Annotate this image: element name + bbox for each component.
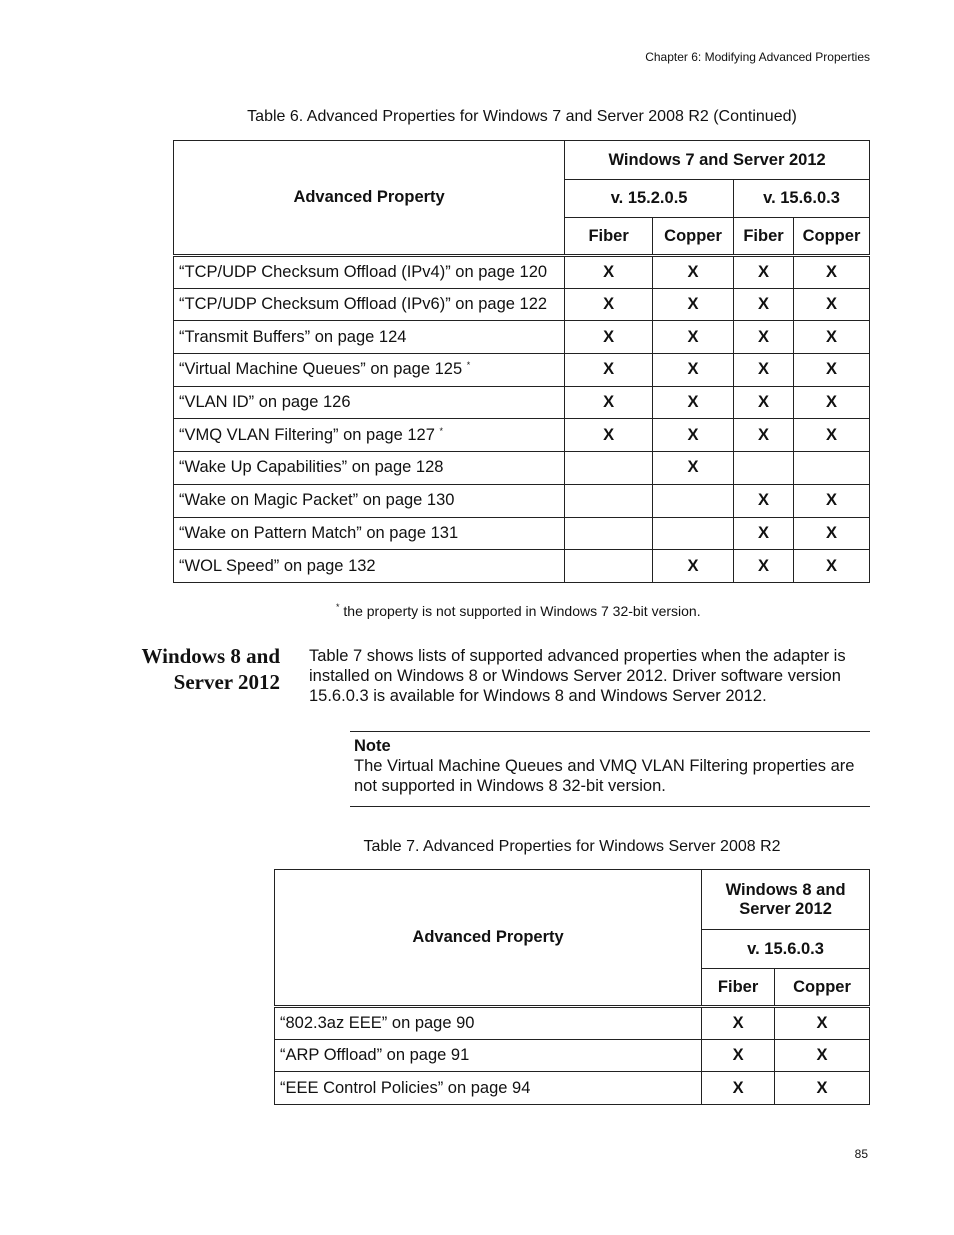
- support-cell: X: [793, 550, 869, 583]
- support-cell: [565, 550, 653, 583]
- table6-group-header: Windows 7 and Server 2012: [565, 141, 870, 180]
- note-box: [350, 731, 870, 807]
- property-name: “WOL Speed” on page 132: [179, 556, 376, 575]
- support-cell: X: [775, 1072, 870, 1105]
- support-cell: X: [653, 256, 734, 289]
- table-row: [174, 288, 870, 321]
- footnote-mark: *: [466, 360, 471, 371]
- support-cell: X: [734, 354, 794, 387]
- table-row: [174, 354, 870, 387]
- property-name: “Wake on Magic Packet” on page 130: [179, 491, 455, 510]
- table6-version-header: v. 15.6.0.3: [734, 180, 870, 218]
- support-cell: [793, 452, 869, 485]
- table-row: [174, 452, 870, 485]
- page-number: 85: [854, 1147, 868, 1161]
- property-name: “Wake on Pattern Match” on page 131: [179, 523, 459, 542]
- support-cell: X: [793, 321, 869, 354]
- section-body: Table 7 shows lists of supported advanced properties when the adapter is installed on Windows 8 or Windows Server 2012. Driver software version 15.6.0.3 is available for Windows 8 and Windows Server 2012.: [309, 647, 846, 705]
- support-cell: X: [653, 419, 734, 452]
- table-row: [275, 1072, 870, 1105]
- support-cell: X: [793, 419, 869, 452]
- property-name: “TCP/UDP Checksum Offload (IPv4)” on page 120: [179, 262, 548, 281]
- support-cell: X: [565, 354, 653, 387]
- property-name: “TCP/UDP Checksum Offload (IPv6)” on page 122: [179, 295, 548, 314]
- property-cell: [174, 550, 565, 583]
- property-name: “Transmit Buffers” on page 124: [179, 327, 407, 346]
- table-row: [275, 1007, 870, 1040]
- support-cell: [653, 484, 734, 517]
- support-cell: X: [653, 386, 734, 419]
- note-title: Note: [354, 737, 391, 755]
- table7-subheader: Copper: [775, 969, 870, 1007]
- property-cell: [174, 386, 565, 419]
- support-cell: X: [775, 1039, 870, 1072]
- support-cell: X: [565, 256, 653, 289]
- table6-subheader: Copper: [653, 218, 734, 256]
- running-header: Chapter 6: Modifying Advanced Properties: [645, 50, 870, 64]
- support-cell: X: [793, 484, 869, 517]
- support-cell: X: [793, 517, 869, 550]
- support-cell: X: [702, 1039, 775, 1072]
- table-row: [174, 321, 870, 354]
- support-cell: X: [734, 550, 794, 583]
- support-cell: X: [734, 256, 794, 289]
- property-cell: [174, 517, 565, 550]
- support-cell: [565, 452, 653, 485]
- property-cell: [174, 256, 565, 289]
- support-cell: [653, 517, 734, 550]
- property-name: “VMQ VLAN Filtering” on page 127: [179, 425, 435, 444]
- support-cell: X: [653, 288, 734, 321]
- table-row: [174, 256, 870, 289]
- support-cell: X: [734, 484, 794, 517]
- property-cell: “ARP Offload” on page 91: [275, 1039, 702, 1072]
- support-cell: X: [793, 354, 869, 387]
- support-cell: [565, 484, 653, 517]
- table-row: [174, 386, 870, 419]
- support-cell: X: [653, 452, 734, 485]
- section-heading-line: Windows 8 and: [141, 644, 280, 668]
- support-cell: X: [653, 550, 734, 583]
- section-heading: [80, 643, 280, 695]
- footnote-text: the property is not supported in Windows 7 32-bit version.: [343, 603, 701, 619]
- footnote-mark: *: [336, 602, 340, 612]
- table-row: [174, 550, 870, 583]
- support-cell: X: [793, 386, 869, 419]
- section-heading-line: Server 2012: [173, 670, 280, 694]
- support-cell: X: [734, 386, 794, 419]
- property-cell: [174, 452, 565, 485]
- table6-subheader: Fiber: [565, 218, 653, 256]
- table6: [173, 140, 870, 583]
- support-cell: X: [565, 321, 653, 354]
- support-cell: X: [734, 419, 794, 452]
- support-cell: X: [653, 321, 734, 354]
- table7: [274, 869, 870, 1105]
- support-cell: X: [734, 321, 794, 354]
- table6-version-header: v. 15.2.0.5: [565, 180, 734, 218]
- support-cell: X: [653, 354, 734, 387]
- table7-property-header: Advanced Property: [275, 870, 702, 1007]
- table-row: [174, 517, 870, 550]
- property-name: “Virtual Machine Queues” on page 125: [179, 360, 463, 379]
- table6-subheader: Copper: [793, 218, 869, 256]
- support-cell: X: [702, 1007, 775, 1040]
- support-cell: X: [793, 288, 869, 321]
- table6-footnote: [336, 602, 701, 619]
- support-cell: X: [793, 256, 869, 289]
- support-cell: [565, 517, 653, 550]
- support-cell: X: [702, 1072, 775, 1105]
- property-name: “VLAN ID” on page 126: [179, 393, 351, 412]
- support-cell: X: [775, 1007, 870, 1040]
- property-cell: “802.3az EEE” on page 90: [275, 1007, 702, 1040]
- property-cell: [174, 354, 565, 387]
- table-row: [174, 419, 870, 452]
- property-cell: [174, 484, 565, 517]
- table-row: [275, 1039, 870, 1072]
- property-name: “Wake Up Capabilities” on page 128: [179, 458, 444, 477]
- table7-version-header: v. 15.6.0.3: [702, 930, 870, 969]
- support-cell: X: [565, 288, 653, 321]
- property-cell: [174, 321, 565, 354]
- table7-group-header: Windows 8 and Server 2012: [702, 870, 870, 930]
- property-cell: [174, 288, 565, 321]
- footnote-mark: *: [439, 425, 443, 436]
- property-cell: [174, 419, 565, 452]
- property-cell: “EEE Control Policies” on page 94: [275, 1072, 702, 1105]
- table-row: [174, 484, 870, 517]
- support-cell: [734, 452, 794, 485]
- support-cell: X: [734, 517, 794, 550]
- note-text: The Virtual Machine Queues and VMQ VLAN Filtering properties are not supported in Windows 8 32-bit version.: [354, 757, 855, 795]
- table7-caption: Table 7. Advanced Properties for Windows Server 2008 R2: [363, 838, 781, 855]
- support-cell: X: [565, 386, 653, 419]
- support-cell: X: [565, 419, 653, 452]
- table6-caption: Table 6. Advanced Properties for Windows 7 and Server 2008 R2 (Continued): [247, 108, 797, 125]
- table7-subheader: Fiber: [702, 969, 775, 1007]
- support-cell: X: [734, 288, 794, 321]
- table6-subheader: Fiber: [734, 218, 794, 256]
- table6-property-header: Advanced Property: [174, 141, 565, 256]
